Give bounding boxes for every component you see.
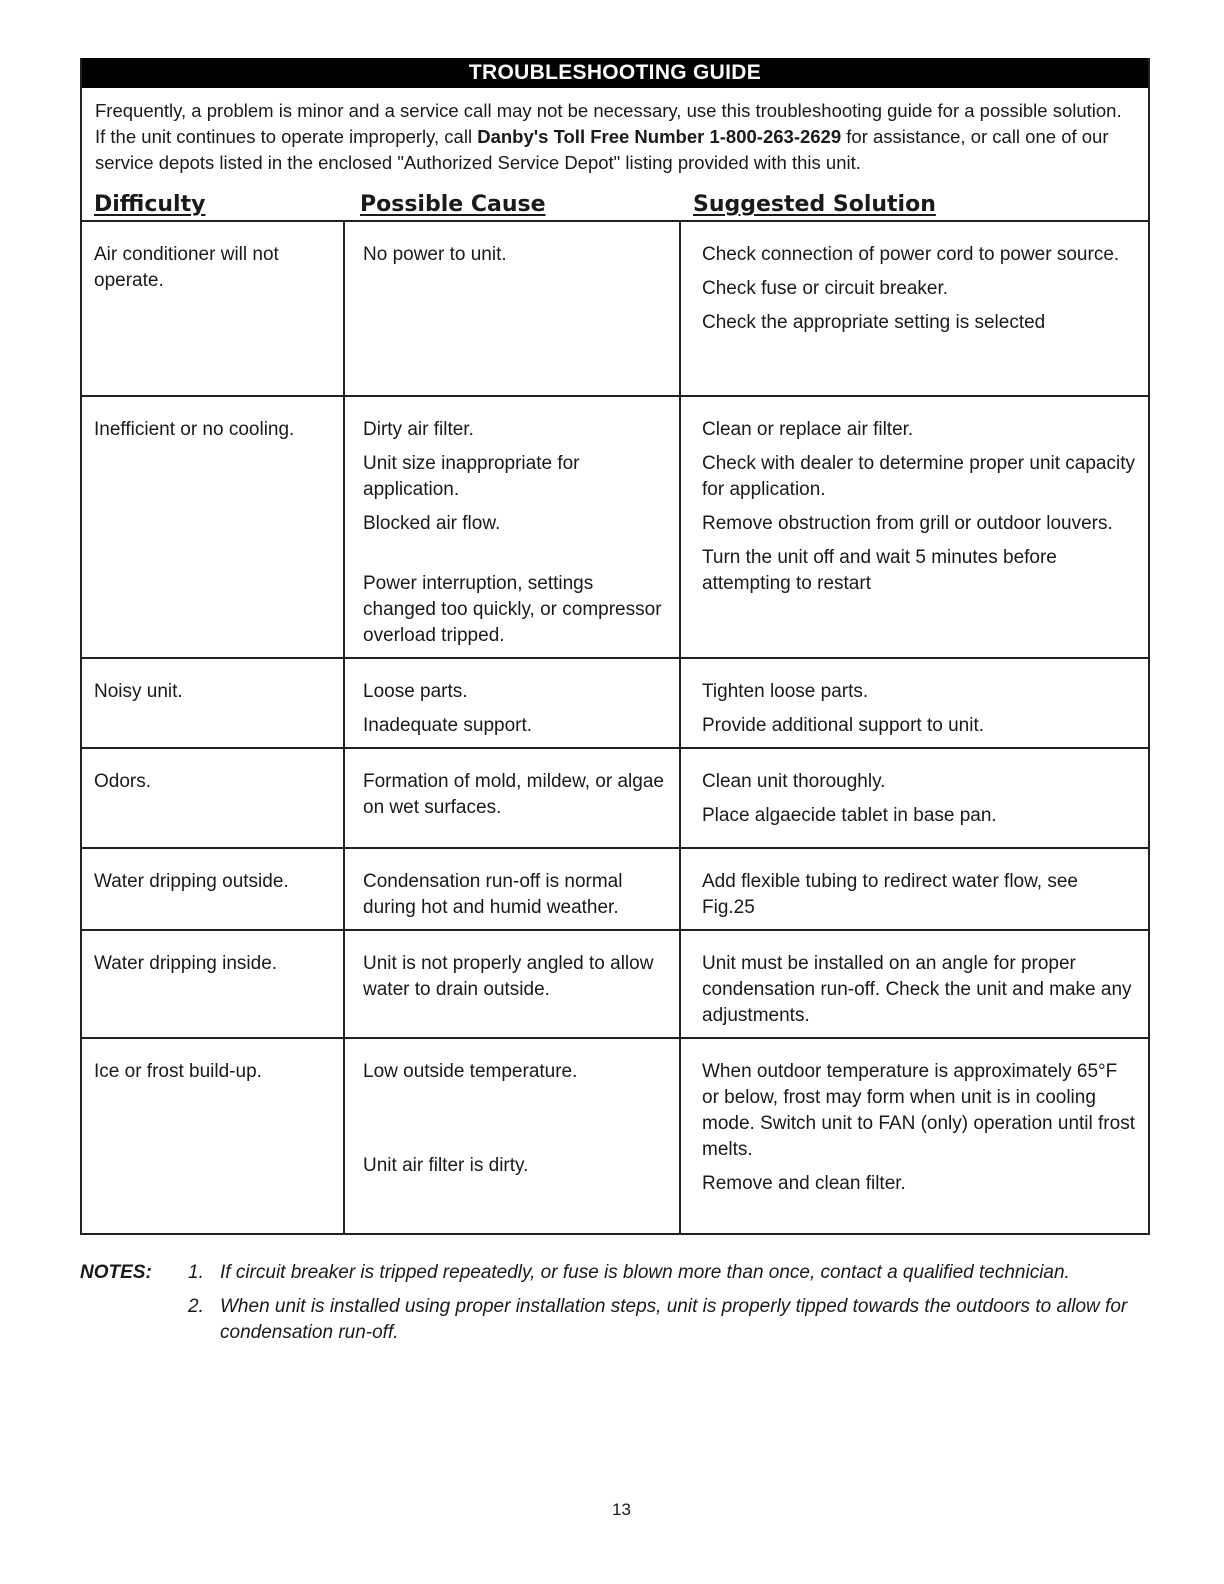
column-headers — [82, 186, 1148, 222]
solution-text: Place algaecide tablet in base pan. — [702, 805, 997, 826]
solution-text: Provide additional support to unit. — [702, 715, 985, 736]
note-text: When unit is installed using proper installation steps, unit is properly tipped towards the outdoors to allow for condensation run-off. — [220, 1296, 1128, 1343]
note-item — [80, 1260, 1170, 1286]
table-row — [82, 658, 1148, 748]
table-row — [82, 748, 1148, 848]
intro-text-after: for assistance, or call one of our service depots listed in the enclosed "Authorized Service Depot" listing provided with this unit. — [95, 126, 1109, 173]
difficulty-cell — [82, 930, 344, 1038]
solution-cell — [680, 748, 1148, 848]
cause-text: Inadequate support. — [363, 715, 533, 736]
cause-text: Unit is not properly angled to allow water to drain outside. — [363, 953, 654, 1000]
cause-cell — [344, 222, 680, 396]
cause-cell — [344, 396, 680, 658]
solution-cell — [680, 848, 1148, 930]
solution-text: Unit must be installed on an angle for proper condensation run-off. Check the unit and make any adjustments. — [702, 953, 1132, 1026]
solution-cell — [680, 1038, 1148, 1234]
note-text: If circuit breaker is tripped repeatedly, or fuse is blown more than once, contact a qualified technician. — [220, 1262, 1070, 1283]
cause-text: Low outside temperature. — [363, 1061, 578, 1082]
difficulty-text: Odors. — [94, 771, 152, 792]
cause-text: Formation of mold, mildew, or algae on wet surfaces. — [363, 771, 664, 818]
header-difficulty: Difficulty — [94, 192, 206, 217]
difficulty-cell — [82, 748, 344, 848]
notes-section — [80, 1260, 1170, 1354]
header-possible-cause: Possible Cause — [360, 192, 546, 217]
difficulty-cell — [82, 848, 344, 930]
table-row — [82, 848, 1148, 930]
solution-cell — [680, 930, 1148, 1038]
cause-text: Condensation run-off is normal during hot and humid weather. — [363, 871, 623, 918]
solution-text: Check connection of power cord to power source. — [702, 244, 1120, 265]
cause-cell — [344, 930, 680, 1038]
cause-text: Unit size inappropriate for application. — [363, 453, 580, 500]
troubleshooting-table — [82, 222, 1148, 1235]
solution-text: Check fuse or circuit breaker. — [702, 278, 949, 299]
difficulty-cell — [82, 658, 344, 748]
difficulty-text: Ice or frost build-up. — [94, 1061, 262, 1082]
solution-cell — [680, 222, 1148, 396]
cause-text: Unit air filter is dirty. — [363, 1155, 529, 1176]
solution-text: Remove and clean filter. — [702, 1173, 906, 1194]
difficulty-text: Inefficient or no cooling. — [94, 419, 295, 440]
toll-free-number: Danby's Toll Free Number 1-800-263-2629 — [477, 126, 842, 147]
difficulty-cell — [82, 396, 344, 658]
table-row — [82, 396, 1148, 658]
solution-text: Turn the unit off and wait 5 minutes before attempting to restart — [702, 547, 1057, 594]
page-number: 13 — [612, 1500, 631, 1519]
solution-cell — [680, 396, 1148, 658]
solution-text: Tighten loose parts. — [702, 681, 869, 702]
cause-text: Loose parts. — [363, 681, 468, 702]
difficulty-text: Water dripping outside. — [94, 871, 289, 892]
cause-cell — [344, 748, 680, 848]
table-row — [82, 1038, 1148, 1234]
note-item — [80, 1294, 1170, 1346]
solution-text: Remove obstruction from grill or outdoor louvers. — [702, 513, 1113, 534]
difficulty-text: Air conditioner will not operate. — [94, 244, 279, 291]
cause-cell — [344, 1038, 680, 1234]
note-number: 2. — [188, 1296, 204, 1317]
solution-text: Clean unit thoroughly. — [702, 771, 886, 792]
note-number: 1. — [188, 1262, 204, 1283]
guide-title: TROUBLESHOOTING GUIDE — [82, 58, 1148, 88]
difficulty-text: Water dripping inside. — [94, 953, 278, 974]
solution-text: Clean or replace air filter. — [702, 419, 914, 440]
table-row — [82, 222, 1148, 396]
solution-text: Add flexible tubing to redirect water flow, see Fig.25 — [702, 871, 1078, 918]
difficulty-cell — [82, 1038, 344, 1234]
notes-label: NOTES: — [80, 1262, 152, 1283]
intro-text-before: Frequently, a problem is minor and a service call may not be necessary, use this troubleshooting guide for a possible solution. If the unit continues to operate improperly, call — [95, 100, 1122, 147]
cause-cell — [344, 658, 680, 748]
difficulty-text: Noisy unit. — [94, 681, 183, 702]
cause-text: Dirty air filter. — [363, 419, 474, 440]
header-suggested-solution: Suggested Solution — [693, 192, 936, 217]
table-row — [82, 930, 1148, 1038]
solution-cell — [680, 658, 1148, 748]
troubleshooting-guide — [80, 58, 1150, 1235]
solution-text: When outdoor temperature is approximately 65°F or below, frost may form when unit is in cooling mode. Switch unit to FAN (only) operation until frost melts. — [702, 1061, 1135, 1160]
cause-cell — [344, 848, 680, 930]
cause-text: No power to unit. — [363, 244, 507, 265]
solution-text: Check with dealer to determine proper unit capacity for application. — [702, 453, 1136, 500]
solution-text: Check the appropriate setting is selected — [702, 312, 1046, 333]
cause-text: Blocked air flow. — [363, 513, 501, 534]
intro-paragraph — [82, 88, 1148, 186]
difficulty-cell — [82, 222, 344, 396]
cause-text: Power interruption, settings changed too quickly, or compressor overload tripped. — [363, 573, 662, 646]
